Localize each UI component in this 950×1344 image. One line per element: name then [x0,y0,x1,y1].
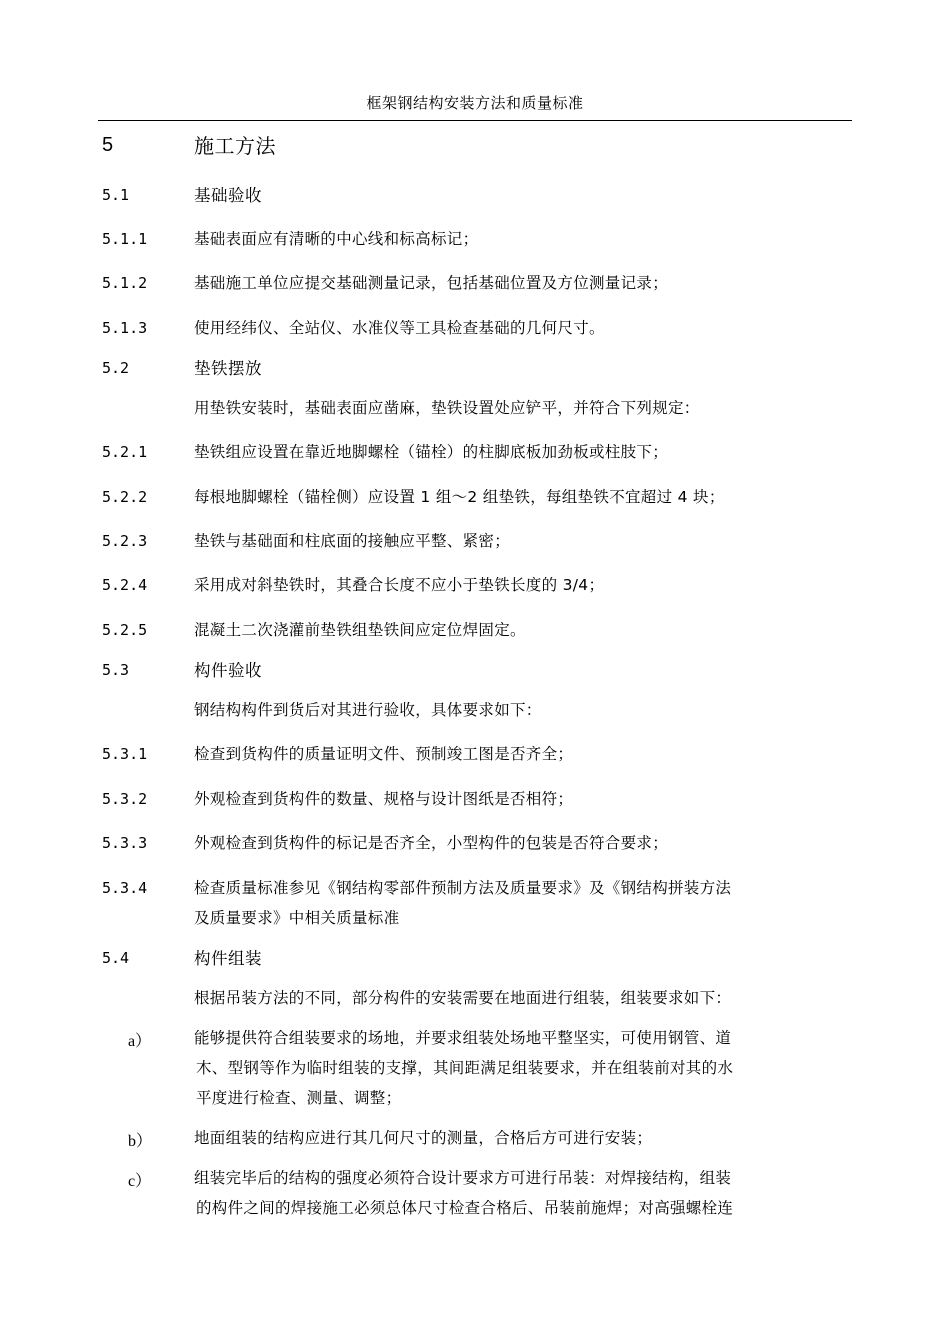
clause-text: 垫铁组应设置在靠近地脚螺栓（锚栓）的柱脚底板加劲板或柱肢下； [194,443,669,461]
clause-number: 5.1.2 [102,274,148,292]
clause-text: 检查到货构件的质量证明文件、预制竣工图是否齐全； [194,745,574,763]
list-item-text-line: 组装完毕后的结构的强度必须符合设计要求方可进行吊装：对焊接结构，组装 [194,1169,732,1187]
clause-number: 5.2.4 [102,576,148,594]
section-number: 5.4 [102,949,130,967]
page-header-title: 框架钢结构安装方法和质量标准 [366,94,584,112]
clause-number: 5.2.3 [102,532,148,550]
clause-text: 使用经纬仪、全站仪、水准仪等工具检查基础的几何尺寸。 [194,319,605,337]
clause-text-line: 检查质量标准参见《钢结构零部件预制方法及质量要求》及《钢结构拼装方法 [194,879,732,897]
clause-number: 5.3.2 [102,790,148,808]
list-item-text-line: 的构件之间的焊接施工必须总体尺寸检查合格后、吊装前施焊；对高强螺栓连 [196,1199,734,1217]
clause-number: 5.2.5 [102,621,148,639]
section-number: 5.2 [102,359,130,377]
clause-text: 每根地脚螺栓（锚栓侧）应设置 1 组～2 组垫铁，每组垫铁不宜超过 4 块； [194,488,725,506]
list-item-text-line: 木、型钢等作为临时组装的支撑，其间距满足组装要求，并在组装前对其的水 [196,1059,734,1077]
clause-number: 5.1.1 [102,230,148,248]
list-item-label: c） [128,1173,152,1190]
list-item-text-line: 平度进行检查、测量、调整； [196,1089,402,1107]
clause-number: 5.2.2 [102,488,148,506]
clause-text: 混凝土二次浇灌前垫铁组垫铁间应定位焊固定。 [194,621,526,639]
section-number: 5 [102,134,114,156]
clause-number: 5.3.1 [102,745,148,763]
section-title: 基础验收 [194,186,262,205]
intro-text: 用垫铁安装时，基础表面应凿麻，垫铁设置处应铲平，并符合下列规定： [194,399,700,417]
clause-text: 垫铁与基础面和柱底面的接触应平整、紧密； [194,532,511,550]
clause-text-line: 及质量要求》中相关质量标准 [194,909,400,927]
clause-number: 5.2.1 [102,443,148,461]
clause-number: 5.1.3 [102,319,148,337]
intro-text: 根据吊装方法的不同，部分构件的安装需要在地面进行组装，组装要求如下： [194,989,732,1007]
section-number: 5.1 [102,186,130,204]
clause-text: 基础表面应有清晰的中心线和标高标记； [194,230,479,248]
clause-text: 外观检查到货构件的数量、规格与设计图纸是否相符； [194,790,574,808]
list-item-label: a） [128,1033,152,1050]
intro-text: 钢结构构件到货后对其进行验收，具体要求如下： [194,701,542,719]
clause-text: 外观检查到货构件的标记是否齐全，小型构件的包装是否符合要求； [194,834,669,852]
clause-text: 采用成对斜垫铁时，其叠合长度不应小于垫铁长度的 3/4； [194,576,605,594]
section-title: 垫铁摆放 [194,359,262,378]
clause-text: 基础施工单位应提交基础测量记录，包括基础位置及方位测量记录； [194,274,669,292]
clause-number: 5.3.4 [102,879,148,897]
list-item-text-line: 能够提供符合组装要求的场地，并要求组装处场地平整坚实，可使用钢管、道 [194,1029,732,1047]
list-item-text: 地面组装的结构应进行其几何尺寸的测量，合格后方可进行安装； [194,1129,653,1147]
section-title: 构件组装 [194,949,262,968]
list-item-label: b） [128,1133,153,1150]
section-title: 施工方法 [194,134,276,158]
clause-number: 5.3.3 [102,834,148,852]
section-number: 5.3 [102,661,130,679]
section-title: 构件验收 [194,661,262,680]
